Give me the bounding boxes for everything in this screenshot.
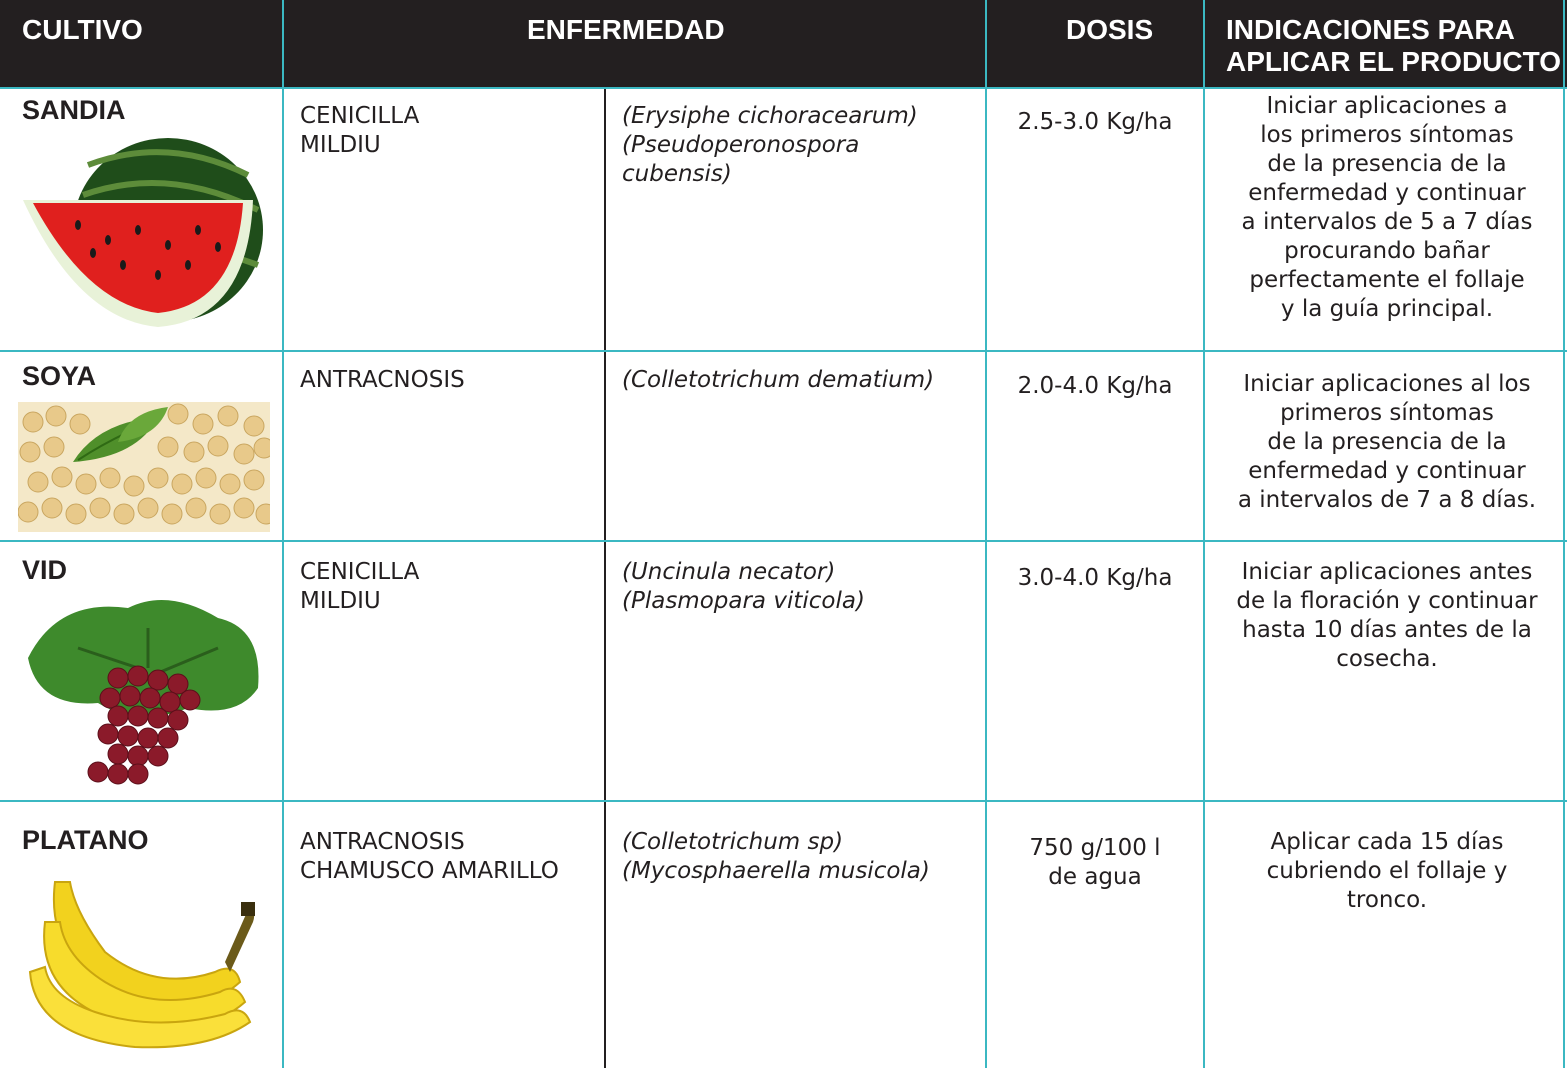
dose-value: 2.0-4.0 Kg/ha	[1017, 373, 1173, 399]
scientific-name: (Colletotrichum sp) (Mycosphaerella musicola)	[622, 829, 930, 884]
disease-name: CENICILLA MILDIU	[300, 559, 420, 614]
scientific-name: (Colletotrichum dematium)	[622, 367, 935, 393]
banana-icon	[25, 862, 260, 1052]
table-header	[0, 0, 1567, 87]
application-instructions: Aplicar cada 15 días cubriendo el follaje y tronco.	[1266, 829, 1508, 913]
crop-name: SOYA	[22, 361, 97, 391]
dose-value: 3.0-4.0 Kg/ha	[1017, 565, 1173, 591]
crop-name: SANDIA	[22, 95, 126, 125]
row-divider	[0, 87, 1567, 89]
disease-name: ANTRACNOSIS	[300, 367, 465, 393]
application-instructions: Iniciar aplicaciones antes de la floración y continuar hasta 10 días antes de la cosecha.	[1236, 559, 1538, 672]
header-dosis: DOSIS	[1066, 14, 1154, 45]
application-instructions: Iniciar aplicaciones al los primeros síntomas de la presencia de la enfermedad y continuar a intervalos de 7 a 8 días.	[1237, 371, 1537, 513]
row-divider	[0, 800, 1567, 802]
header-enfermedad: ENFERMEDAD	[527, 14, 725, 45]
scientific-name: (Erysiphe cichoracearum) (Pseudoperonospora cubensis)	[622, 103, 918, 187]
row-divider	[0, 350, 1567, 352]
grapes-icon	[18, 588, 268, 793]
application-instructions: Iniciar aplicaciones a los primeros síntomas de la presencia de la enfermedad y continuar a intervalos de 5 a 7 días procurando bañar perfectamente el follaje y la guía principal.	[1241, 93, 1533, 322]
disease-name: ANTRACNOSIS CHAMUSCO AMARILLO	[300, 829, 559, 884]
row-divider	[0, 540, 1567, 542]
soybean-icon	[18, 402, 270, 532]
scientific-name: (Uncinula necator) (Plasmopara viticola)	[622, 559, 865, 614]
header-cultivo: CULTIVO	[22, 14, 143, 45]
column-divider	[985, 0, 987, 1068]
dose-value: 750 g/100 l de agua	[1029, 835, 1161, 890]
crop-name: VID	[22, 555, 68, 585]
dose-value: 2.5-3.0 Kg/ha	[1017, 109, 1173, 135]
column-divider	[282, 0, 284, 1068]
subcolumn-divider	[604, 87, 606, 1068]
watermelon-icon	[18, 135, 268, 340]
column-divider	[1203, 0, 1205, 1068]
header-indicaciones: INDICACIONES PARA APLICAR EL PRODUCTO	[1226, 14, 1561, 77]
disease-name: CENICILLA MILDIU	[300, 103, 420, 158]
crop-name: PLATANO	[22, 825, 149, 855]
